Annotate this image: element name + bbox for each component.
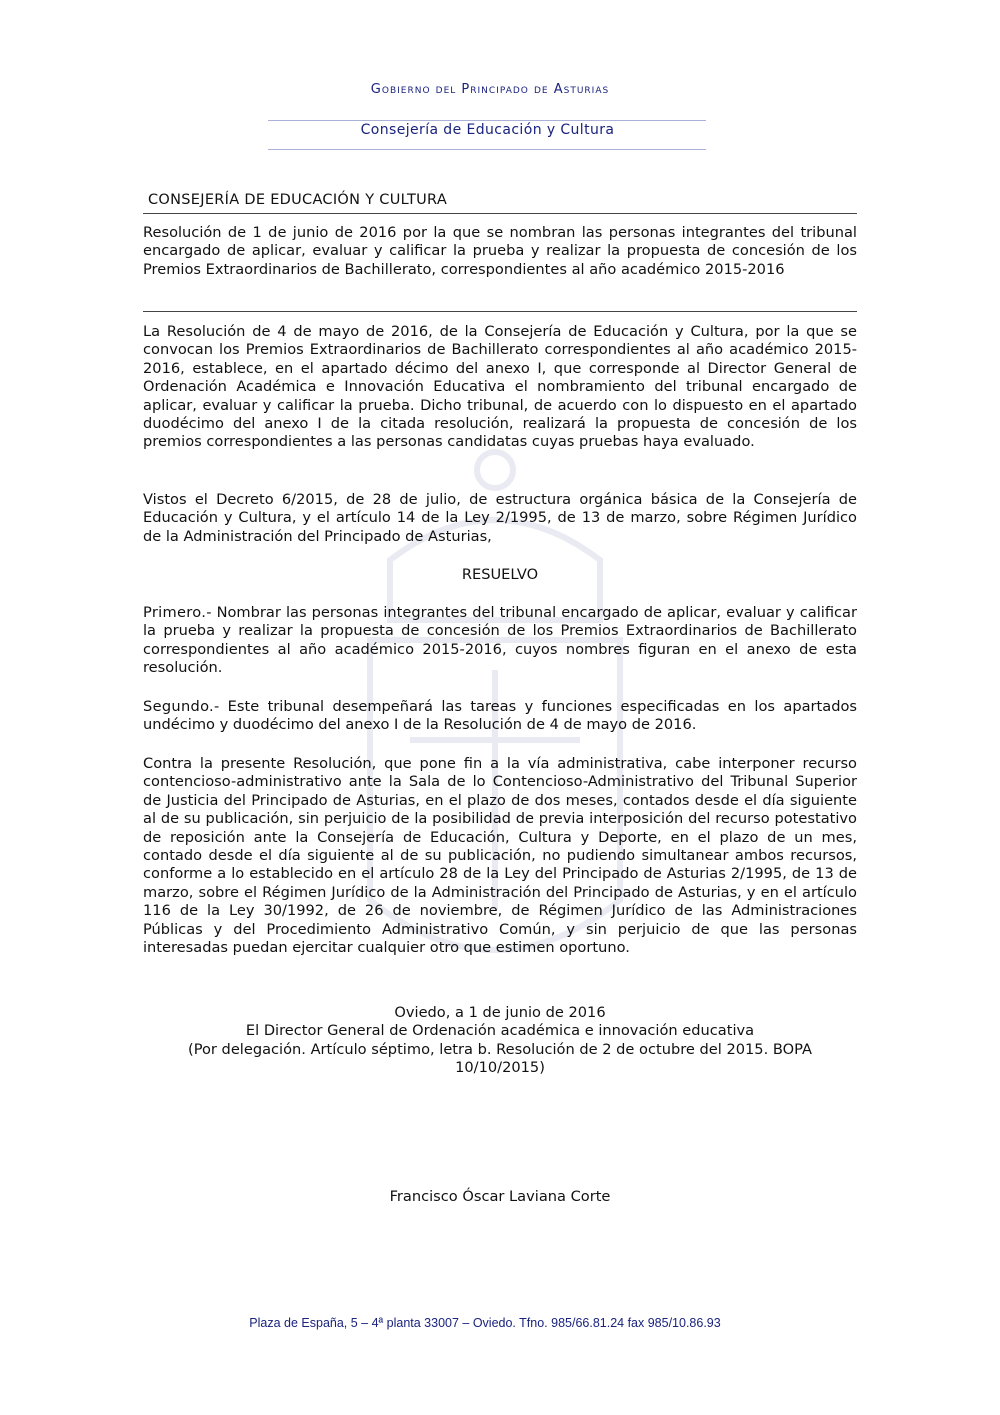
- segundo-label: Segundo.: [143, 698, 214, 715]
- department-header: Consejería de Educación y Cultura: [360, 122, 615, 138]
- summary-rule: [143, 311, 857, 312]
- government-header: Gobierno del Principado de Asturias: [370, 82, 610, 97]
- signature-place-date: Oviedo, a 1 de junio de 2016: [394, 1004, 606, 1021]
- title-rule: [143, 213, 857, 214]
- signature-delegation-line1: (Por delegación. Artículo séptimo, letra b. Resolución de 2 de octubre del 2015. BOPA: [188, 1041, 812, 1058]
- paragraph-appeal: Contra la presente Resolución, que pone fin a la vía administrativa, cabe interponer recurso contencioso-administrativo ante la Sala de lo Contencioso-Administrativo del Tribunal Superior de Justicia del Principado de Asturias, en el plazo de dos meses, contados desde el día siguiente al de su publicación, sin perjuicio de la posibilidad de previa interposición del recurso potestativo de reposición ante la Consejería de Educación, Cultura y Deporte, en el plazo de un mes, contado desde el día siguiente al de su publicación, no pudiendo simultanear ambos recursos, conforme a lo establecido en el artículo 28 de la Ley del Principado de Asturias 2/1995, de 13 de marzo, sobre el Régimen Jurídico de la Administración del Principado de Asturias, y en el artículo 116 de la Ley 30/1992, de 26 de noviembre, de Régimen Jurídico de las Administraciones Públicas y del Procedimiento Administrativo Común, y sin perjuicio de que las personas interesadas puedan ejercitar cualquier otro que estimen oportuno.: [143, 755, 857, 957]
- paragraph-background: La Resolución de 4 de mayo de 2016, de la Consejería de Educación y Cultura, por la que se convocan los Premios Extraordinarios de Bachillerato correspondientes al año académico 2015-2016, establece, en el apartado décimo del anexo I, que corresponde al Director General de Ordenación Académica e Innovación Educativa el nombramiento del tribunal encargado de aplicar, evaluar y calificar la prueba. Dicho tribunal, de acuerdo con lo dispuesto en el apartado duodécimo del anexo I de la citada resolución, realizará la propuesta de concesión de los premios correspondientes a las personas candidatas cuyas pruebas haya evaluado.: [143, 323, 857, 451]
- primero-label: Primero.: [143, 604, 207, 621]
- signature-position: El Director General de Ordenación académica e innovación educativa: [245, 1022, 755, 1039]
- paragraph-legal-basis: Vistos el Decreto 6/2015, de 28 de julio, de estructura orgánica básica de la Consejería de Educación y Cultura, y el artículo 14 de la Ley 2/1995, de 13 de marzo, sobre Régimen Jurídico de la Administración del Principado de Asturias,: [143, 491, 857, 545]
- resuelvo-heading: RESUELVO: [461, 566, 539, 583]
- paragraph-segundo: [143, 698, 857, 735]
- primero-text: - Nombrar las personas integrantes del tribunal encargado de aplicar, evaluar y calificar la prueba y realizar la propuesta de concesión de los Premios Extraordinarios de Bachillerato correspondientes al año académico 2015-2016, cuyos nombres figuran en el anexo de esta resolución.: [143, 604, 857, 677]
- header-rule-bottom: [268, 149, 706, 150]
- section-title: CONSEJERÍA DE EDUCACIÓN Y CULTURA: [148, 192, 448, 208]
- header-rule-top: [268, 120, 706, 121]
- segundo-text: - Este tribunal desempeñará las tareas y funciones especificadas en los apartados undécimo y duodécimo del anexo I de la Resolución de 4 de mayo de 2016.: [143, 698, 857, 734]
- resolution-summary: Resolución de 1 de junio de 2016 por la que se nombran las personas integrantes del tribunal encargado de aplicar, evaluar y calificar la prueba y realizar la propuesta de concesión de los Premios Extraordinarios de Bachillerato, correspondientes al año académico 2015-2016: [143, 224, 857, 278]
- paragraph-primero: [143, 604, 857, 678]
- signer-name: Francisco Óscar Laviana Corte: [389, 1188, 611, 1205]
- footer-address: Plaza de España, 5 – 4ª planta 33007 – Oviedo. Tfno. 985/66.81.24 fax 985/10.86.93: [249, 1316, 721, 1330]
- signature-delegation-line2: 10/10/2015): [455, 1059, 545, 1076]
